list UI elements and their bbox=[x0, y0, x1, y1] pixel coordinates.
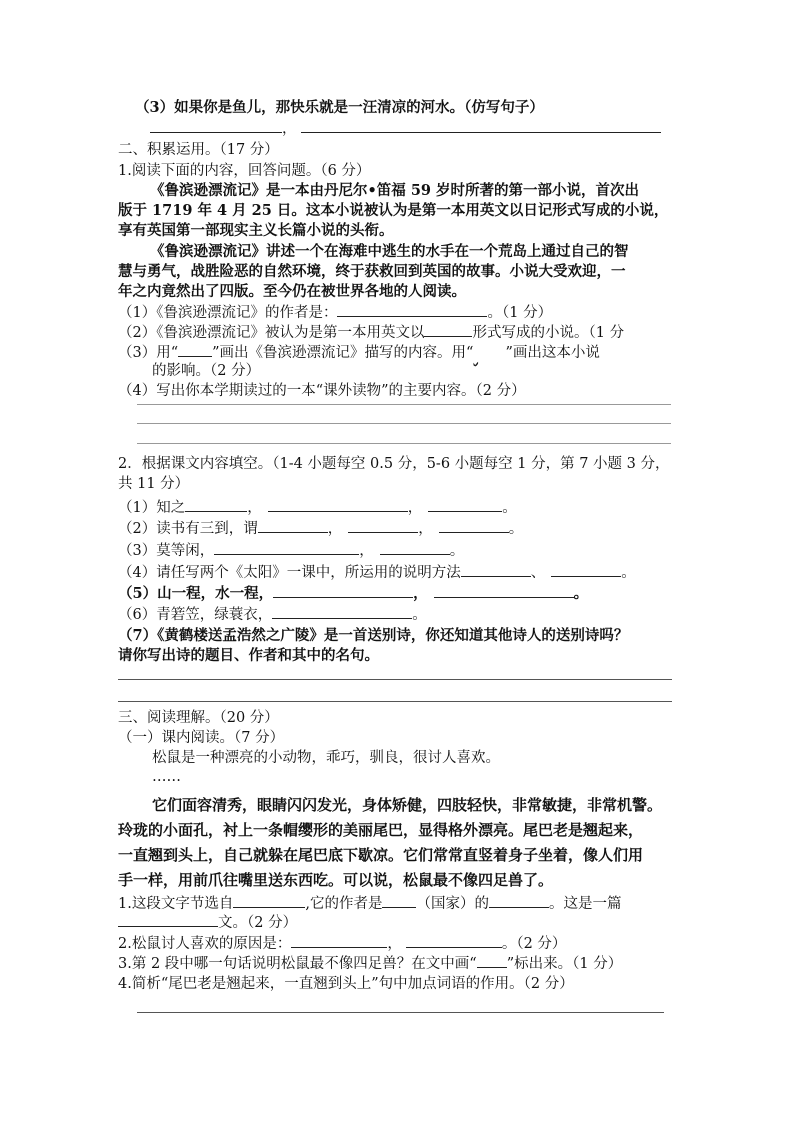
comma: ， bbox=[359, 543, 374, 559]
answer-blank[interactable] bbox=[461, 562, 531, 577]
period: 。 bbox=[502, 500, 517, 516]
answer-blank[interactable] bbox=[214, 540, 359, 555]
passage-line: 一直翘到头上，自己就躲在尾巴底下歇凉。它们常常直竖着身子坐着，像人们用 bbox=[118, 846, 644, 864]
answer-blank-row[interactable] bbox=[150, 118, 661, 139]
answer-blank[interactable] bbox=[118, 912, 218, 927]
straight-line-sample bbox=[477, 953, 507, 968]
answer-blank[interactable] bbox=[258, 518, 328, 533]
answer-blank[interactable] bbox=[439, 518, 509, 533]
separator: 、 bbox=[530, 565, 546, 581]
passage-line: 手一样，用前爪往嘴里送东西吃。可以说，松鼠最不像四足兽了。 bbox=[118, 871, 554, 889]
fill-item-4 bbox=[118, 562, 636, 583]
period: 。 bbox=[621, 565, 636, 581]
passage-line: 慧与勇气，战胜险恶的自然环境，终于获救回到英国的故事。小说大受欢迎，一 bbox=[118, 263, 626, 280]
q-text: （4）请任写两个《太阳》一课中，所运用的说明方法 bbox=[118, 565, 461, 581]
answer-blank[interactable] bbox=[272, 604, 412, 619]
question-number: （3） bbox=[135, 99, 175, 116]
q-text: ”标出来。（1 分） bbox=[506, 956, 623, 972]
passage-q1-cont bbox=[118, 912, 297, 933]
passage-line: 《鲁滨逊漂流记》讲述一个在海难中逃生的水手在一个荒岛上通过自己的智 bbox=[150, 243, 629, 260]
period: 。 bbox=[508, 521, 524, 537]
fill-item-7-cont: 请你写出诗的题目、作者和其中的名句。 bbox=[118, 647, 379, 664]
answer-line[interactable] bbox=[118, 679, 672, 680]
answer-blank[interactable] bbox=[380, 540, 450, 555]
reading-1-q3 bbox=[118, 342, 600, 363]
answer-blank[interactable] bbox=[273, 583, 413, 598]
section-3-title: 三、阅读理解。（20 分） bbox=[118, 710, 279, 726]
q-text: ”画出这本小说 bbox=[505, 345, 600, 361]
fill-prompt-cont: 共 11 分） bbox=[118, 476, 190, 492]
comma: ， bbox=[413, 585, 428, 602]
fill-item-5 bbox=[118, 583, 588, 604]
answer-line[interactable] bbox=[137, 423, 671, 424]
answer-blank[interactable] bbox=[185, 497, 247, 512]
q-text: （1）知之 bbox=[118, 500, 186, 516]
straight-line-sample bbox=[178, 342, 212, 357]
wavy-line-sample bbox=[473, 343, 505, 363]
answer-blank[interactable] bbox=[406, 933, 502, 948]
reading-1-q3-cont: 的影响。（2 分） bbox=[152, 363, 261, 379]
q-text: （3）莫等闲， bbox=[118, 543, 215, 559]
section-2-title: 二、积累运用。（17 分） bbox=[118, 142, 279, 158]
passage-line: 玲珑的小面孔，衬上一条帽缨形的美丽尾巴，显得格外漂亮。尾巴老是翘起来， bbox=[118, 821, 644, 839]
reading-1-prompt: 1.阅读下面的内容，回答问题。（6 分） bbox=[118, 163, 371, 179]
answer-line[interactable] bbox=[137, 1012, 664, 1013]
answer-line[interactable] bbox=[137, 443, 671, 444]
fill-item-3 bbox=[118, 540, 464, 561]
comma: ， bbox=[418, 521, 433, 537]
fill-item-2 bbox=[118, 518, 523, 539]
answer-line[interactable] bbox=[118, 701, 672, 702]
fill-prompt: 2．根据课文内容填空。（1-4 小题每空 0.5 分，5-6 小题每空 1 分，第 7 小题 3 分， bbox=[118, 456, 670, 472]
q-text: 。（1 分） bbox=[487, 305, 553, 321]
answer-blank[interactable] bbox=[424, 322, 472, 337]
q-text: （5）山一程，水一程， bbox=[118, 585, 274, 602]
fill-item-1 bbox=[118, 497, 517, 518]
passage-q3 bbox=[118, 953, 622, 974]
q-text: 形式写成的小说。（1 分 bbox=[472, 325, 625, 341]
answer-blank[interactable] bbox=[233, 893, 305, 908]
answer-blank[interactable] bbox=[434, 583, 574, 598]
answer-blank[interactable] bbox=[301, 118, 661, 133]
comma: ， bbox=[282, 121, 297, 137]
answer-blank[interactable] bbox=[348, 518, 418, 533]
q-text: ,它的作者是 bbox=[305, 896, 383, 912]
answer-blank[interactable] bbox=[428, 497, 502, 512]
passage-line: 它们面容清秀，眼睛闪闪发光，身体矫健，四肢轻快，非常敏捷，非常机警。 bbox=[152, 796, 663, 814]
q-text: 文。（2 分） bbox=[218, 915, 298, 931]
period: 。 bbox=[412, 607, 427, 623]
reading-1-q4: （4）写出你本学期读过的一本“课外读物”的主要内容。（2 分） bbox=[118, 383, 526, 399]
q-text: 1.这段文字节选自 bbox=[118, 896, 234, 912]
comma: ， bbox=[387, 936, 402, 952]
reading-1-q2 bbox=[118, 322, 624, 343]
answer-line[interactable] bbox=[137, 404, 671, 405]
passage-intro: 松鼠是一种漂亮的小动物，乖巧，驯良，很讨人喜欢。 bbox=[152, 750, 500, 766]
q-text: （2）读书有三到，谓 bbox=[118, 521, 258, 537]
answer-blank[interactable] bbox=[382, 893, 416, 908]
question-text: 如果你是鱼儿，那快乐就是一汪清凉的河水。（仿写句子） bbox=[174, 99, 544, 116]
answer-blank[interactable] bbox=[551, 562, 621, 577]
passage-line: 版于 1719 年 4 月 25 日。这本小说被认为是第一本用英文以日记形式写成的小说， bbox=[118, 202, 669, 219]
answer-blank[interactable] bbox=[337, 302, 487, 317]
q-text: 。这是一篇 bbox=[548, 896, 622, 912]
answer-blank[interactable] bbox=[291, 933, 387, 948]
passage-q1 bbox=[118, 893, 621, 914]
q-text: 2.松鼠讨人喜欢的原因是： bbox=[118, 936, 292, 952]
q-text: 3.第 2 段中哪一句话说明松鼠最不像四足兽？在文中画“ bbox=[118, 956, 477, 972]
answer-blank[interactable] bbox=[489, 893, 549, 908]
passage-line: 年之内竟然出了四版。至今仍在被世界各地的人阅读。 bbox=[118, 283, 466, 300]
passage-q2 bbox=[118, 933, 566, 954]
answer-blank[interactable] bbox=[150, 118, 282, 133]
question-3-line bbox=[135, 98, 544, 118]
passage-q4: 4.简析“尾巴老是翘起来，一直翘到头上”句中加点词语的作用。（2 分） bbox=[118, 976, 574, 992]
period: 。 bbox=[449, 543, 465, 559]
q-text: （国家）的 bbox=[416, 896, 489, 912]
answer-blank[interactable] bbox=[268, 497, 408, 512]
comma: ， bbox=[327, 521, 343, 537]
comma: ， bbox=[407, 500, 423, 516]
q-text: ”画出《鲁滨逊漂流记》描写的内容。用“ bbox=[212, 345, 474, 361]
q-text: （6）青箬笠，绿蓑衣， bbox=[118, 607, 273, 623]
passage-ellipsis: …… bbox=[152, 769, 181, 785]
comma: ， bbox=[247, 500, 262, 516]
q-text: （3）用“ bbox=[118, 345, 179, 361]
passage-line: 享有英国第一部现实主义长篇小说的头衔。 bbox=[118, 222, 394, 239]
period: 。 bbox=[573, 585, 589, 602]
section-3-sub: （一）课内阅读。（7 分） bbox=[118, 730, 285, 746]
reading-1-q1 bbox=[118, 302, 552, 323]
q-text: （1）《鲁滨逊漂流记》的作者是： bbox=[118, 305, 338, 321]
fill-item-6 bbox=[118, 604, 427, 625]
fill-item-7: （7）《黄鹤楼送孟浩然之广陵》是一首送别诗，你还知道其他诗人的送别诗吗？ bbox=[118, 627, 629, 644]
q-text: 。（2 分） bbox=[501, 936, 567, 952]
passage-line: 《鲁滨逊漂流记》是一本由丹尼尔•笛福 59 岁时所著的第一部小说，首次出 bbox=[150, 182, 640, 199]
q-text: （2）《鲁滨逊漂流记》被认为是第一本用英文以 bbox=[118, 325, 425, 341]
